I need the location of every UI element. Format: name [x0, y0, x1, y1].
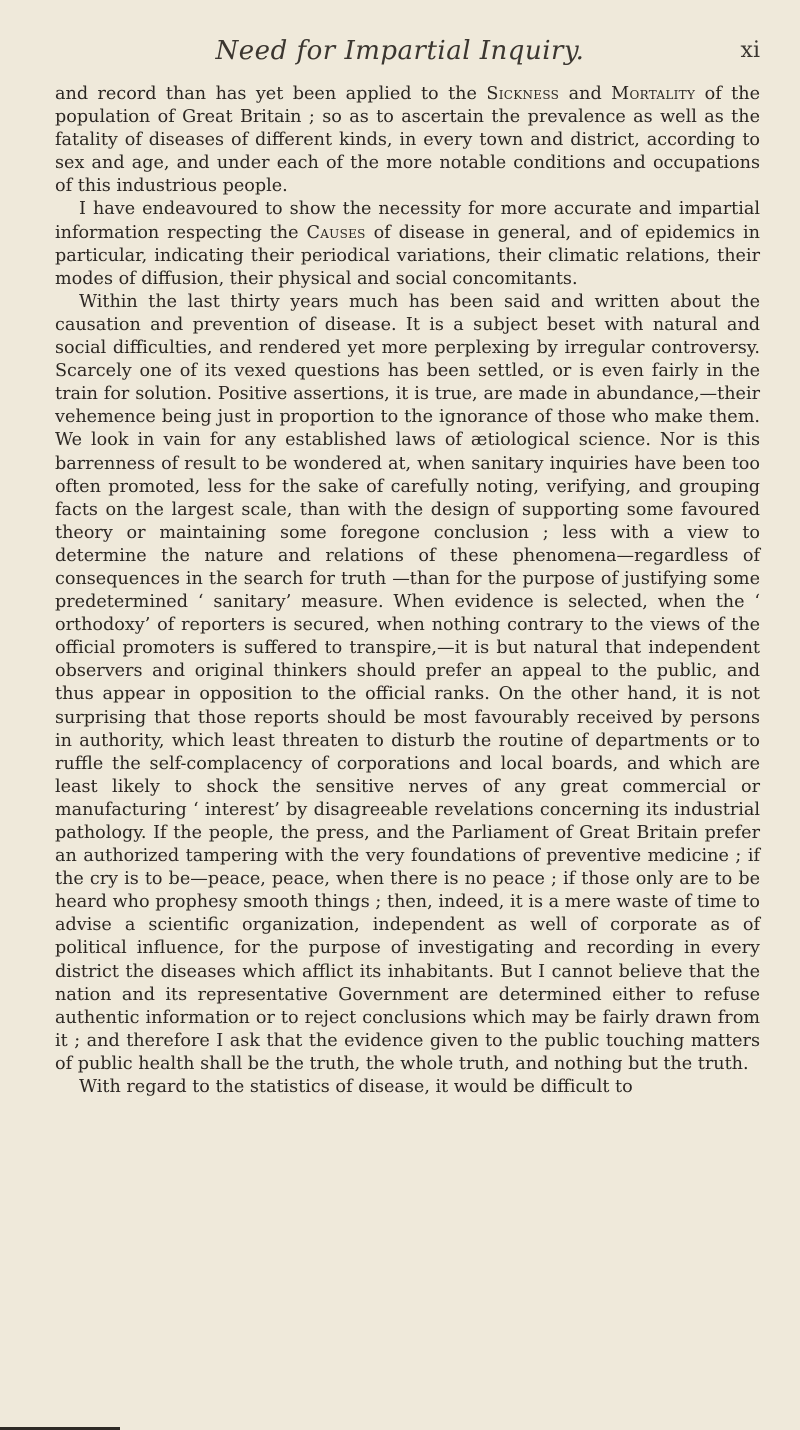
paragraph-2-text-a: I have endeavoured to show the necessity for more accurate and impartial information respecting the [55, 199, 760, 243]
paragraph-3: Within the last thirty years much has been said and written about the causation and prevention of disease. It is a subject beset with natural and social difficulties, and rendered yet more perplexing by irregular controversy. Scarcely one of its vexed questions has been settled, or is even fairly in the train for solution. Positive assertions, it is true, are made in abundance,—their vehemence being just in proportion to the ignorance of those who make them. We look in vain for any established laws of ætiological science. Nor is this barrenness of result to be wondered at, when sanitary inquiries have been too often promoted, less for the sake of carefully noting, verifying, and grouping facts on the largest scale, than with the design of supporting some favoured theory or maintaining some foregone conclusion ; less with a view to determine the nature and relations of these phenomena—regardless of consequences in the search for truth —than for the purpose of justifying some predetermined ‘ sanitary’ measure. When evidence is selected, when the ‘ orthodoxy’ of reporters is secured, when nothing contrary to the views of the official promoters is suffered to transpire,—it is but natural that independent observers and original thinkers should prefer an appeal to the public, and thus appear in opposition to the official ranks. On the other hand, it is not surprising that those reports should be most favourably received by persons in authority, which least threaten to disturb the routine of departments or to ruffle the self-complacency of corporations and local boards, and which are least likely to shock the sensitive nerves of any great commercial or manufacturing ‘ interest’ by disagreeable revelations concerning its industrial pathology. If the people, the press, and the Parliament of Great Britain prefer an authorized tampering with the very foundations of preventive medicine ; if the cry is to be—peace, peace, when there is no peace ; if those only are to be heard who prophesy smooth things ; then, indeed, it is a mere waste of time to advise a scientific organization, independent as well of corporate as of political influence, for the purpose of investigating and recording in every district the diseases which afflict its inhabitants. But I cannot believe that the nation and its representative Government are determined either to refuse authentic information or to reject conclusions which may be fairly drawn from it ; and therefore I ask that the evidence given to the public touching matters of public health shall be the truth, the whole truth, and nothing but the truth. [55, 291, 760, 1074]
paragraph-2-text-b: of disease in general, and of epidemics in particular, indicating their periodical variations, their climatic relations, their modes of diffusion, their physical and social concomitants. [55, 222, 760, 289]
paragraph-1-text-b: and [559, 84, 612, 104]
page-number: xi [740, 38, 760, 63]
running-title: Need for Impartial Inquiry. [215, 36, 585, 66]
paragraph-2 [55, 198, 760, 290]
body-text [55, 83, 760, 1099]
paragraph-1-smallcaps-mortality: Mortality [611, 84, 696, 104]
running-head [0, 30, 800, 70]
paragraph-1-smallcaps-sickness: Sickness [486, 84, 560, 104]
paragraph-2-smallcaps-causes: Causes [306, 222, 366, 243]
paragraph-1-text-a: and record than has yet been applied to the [55, 84, 487, 104]
paragraph-1 [55, 83, 760, 198]
paragraph-4: With regard to the statistics of disease, it would be difficult to [79, 1077, 633, 1098]
paragraph-1-text-c: of the population of Great Britain ; so as to ascertain the prevalence as well as the fatality of diseases of different kinds, in every town and district, according to sex and age, and under each of the more notable conditions and occupations of this industrious people. [55, 84, 760, 197]
